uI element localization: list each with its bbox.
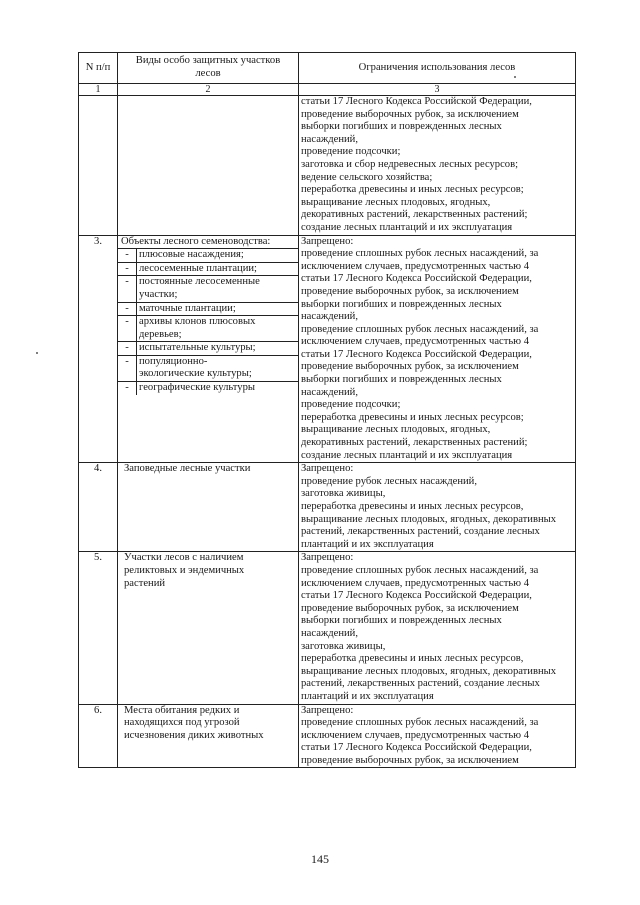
table-row-continued <box>79 96 576 236</box>
seed-objects-list <box>118 249 298 395</box>
text-line: исчезновения диких животных <box>124 729 264 741</box>
area-type-cell <box>118 463 299 552</box>
text-line: проведение выборочных рубок, за исключением <box>301 108 519 120</box>
header-area-types-line: лесов <box>195 68 221 79</box>
text-line: Участки лесов с наличием <box>124 552 244 564</box>
list-item-text <box>137 262 299 276</box>
list-item <box>118 342 298 356</box>
column-number: 2 <box>118 84 299 96</box>
text-line: растений, лекарственных растений, создание лесных <box>301 526 540 538</box>
header-restrictions: Ограничения использования лесов <box>299 53 576 84</box>
text-line: исключением случаев, предусмотренных частью 4 <box>301 336 530 348</box>
list-item-text <box>137 302 299 316</box>
list-marker: - <box>118 355 137 381</box>
text-line: исключением случаев, предусмотренных частью 4 <box>301 729 530 741</box>
list-marker: - <box>118 262 137 276</box>
list-item <box>118 262 298 276</box>
text-line: декоративных растений, лекарственных растений; <box>301 437 528 449</box>
text-line: переработка древесины и иных лесных ресурсов, <box>301 653 524 665</box>
text-line: лесосеменные плантации; <box>139 262 258 274</box>
text-line: проведение сплошных рубок лесных насаждений, за <box>301 717 539 729</box>
text-line: проведение сплошных рубок лесных насаждений, за <box>301 248 539 260</box>
header-area-types <box>118 53 299 84</box>
text-line: статьи 17 Лесного Кодекса Российской Федерации, <box>301 96 532 107</box>
text-line: популяционно- <box>139 355 208 367</box>
text-line: выращивание лесных плодовых, ягодных, декоративных <box>301 513 557 525</box>
area-type-cell <box>118 552 299 704</box>
list-marker: - <box>118 342 137 356</box>
text-line: выборки погибших и поврежденных лесных <box>301 121 502 133</box>
text-line: выращивание лесных плодовых, ягодных, декоративных <box>301 665 557 677</box>
text-line: насаждений, <box>301 627 358 639</box>
text-line: исключением случаев, предусмотренных частью 4 <box>301 260 530 272</box>
text-line: проведение сплошных рубок лесных насаждений, за <box>301 323 539 335</box>
text-line: проведение выборочных рубок, за исключением <box>301 285 519 297</box>
list-item-text <box>137 249 299 262</box>
restrictions-cell <box>299 235 576 463</box>
text-line: экологические культуры; <box>139 368 252 380</box>
text-line: насаждений, <box>301 133 358 145</box>
restrictions-cell <box>299 552 576 704</box>
table-row-3 <box>79 235 576 463</box>
row-number: 4. <box>79 463 118 552</box>
text-line: переработка древесины и иных лесных ресурсов, <box>301 501 524 512</box>
page-number: 145 <box>311 852 329 866</box>
list-item-text <box>137 276 299 302</box>
area-type-cell <box>118 704 299 768</box>
row-number: 6. <box>79 704 118 768</box>
text-line: деревьев; <box>139 328 182 340</box>
text-line: выращивание лесных плодовых, ягодных, <box>301 424 491 436</box>
restrictions-cell <box>299 463 576 552</box>
text-line: ведение сельского хозяйства; <box>301 171 433 183</box>
list-marker: - <box>118 302 137 316</box>
text-line: заготовка и сбор недревесных лесных ресурсов; <box>301 158 519 170</box>
forest-restrictions-table <box>78 52 576 768</box>
list-marker: - <box>118 382 137 395</box>
list-item-text <box>137 316 299 342</box>
list-item <box>118 316 298 342</box>
text-line: находящихся под угрозой <box>124 717 240 729</box>
list-item-text <box>137 382 299 395</box>
text-line: создание лесных плантаций и их эксплуатация <box>301 449 513 461</box>
text-line: Места обитания редких и <box>124 704 240 716</box>
text-line: выборки погибших и поврежденных лесных <box>301 615 502 627</box>
text-line: Запрещено: <box>301 704 354 716</box>
text-line: Заповедные лесные участки <box>124 463 251 475</box>
list-marker: - <box>118 276 137 302</box>
list-marker: - <box>118 249 137 262</box>
text-line: Запрещено: <box>301 463 354 475</box>
list-item <box>118 355 298 381</box>
text-line: Запрещено: <box>301 235 354 247</box>
table-header-row <box>79 53 576 84</box>
text-line: статьи 17 Лесного Кодекса Российской Федерации, <box>301 348 532 360</box>
text-line: декоративных растений, лекарственных растений; <box>301 209 528 221</box>
list-marker: - <box>118 316 137 342</box>
text-line: растений <box>124 577 166 589</box>
area-type-title: Объекты лесного семеноводства: <box>118 236 298 250</box>
text-line: проведение выборочных рубок, за исключением <box>301 602 519 614</box>
text-line: переработка древесины и иных лесных ресурсов; <box>301 411 524 423</box>
text-line: проведение рубок лесных насаждений, <box>301 475 478 487</box>
header-area-types-line: Виды особо защитных участков <box>135 55 281 67</box>
area-type-cell <box>118 235 299 463</box>
text-line: исключением случаев, предусмотренных частью 4 <box>301 577 530 589</box>
text-line: выборки погибших и поврежденных лесных <box>301 374 502 386</box>
text-line: реликтовых и эндемичных <box>124 564 245 576</box>
text-line: архивы клонов плюсовых <box>139 316 256 328</box>
text-line: плантаций и их эксплуатация <box>301 538 434 550</box>
column-number: 3 <box>299 84 576 96</box>
text-line: проведение выборочных рубок, за исключением <box>301 361 519 373</box>
header-number: N п/п <box>79 53 118 84</box>
table-row-4 <box>79 463 576 552</box>
text-line: выращивание лесных плодовых, ягодных, <box>301 196 491 208</box>
text-line: создание лесных плантаций и их эксплуатация <box>301 221 513 233</box>
scan-speck <box>36 352 38 354</box>
text-line: постоянные лесосеменные <box>139 276 260 288</box>
text-line: проведение подсочки; <box>301 146 401 158</box>
list-item <box>118 302 298 316</box>
text-line: проведение выборочных рубок, за исключением <box>301 754 519 766</box>
text-line: выборки погибших и поврежденных лесных <box>301 298 502 310</box>
text-line: Запрещено: <box>301 552 354 564</box>
text-line: маточные плантации; <box>139 302 236 314</box>
table-row-5 <box>79 552 576 704</box>
text-line: испытательные культуры; <box>139 342 256 354</box>
text-line: растений, лекарственных растений, создание лесных <box>301 678 540 690</box>
text-line: географические культуры <box>139 382 255 394</box>
list-item <box>118 382 298 395</box>
text-line: насаждений, <box>301 311 358 323</box>
text-line: заготовка живицы, <box>301 488 386 500</box>
text-line: плантаций и их эксплуатация <box>301 690 434 702</box>
text-line: заготовка живицы, <box>301 640 386 652</box>
text-line: переработка древесины и иных лесных ресурсов; <box>301 184 524 196</box>
text-line: статьи 17 Лесного Кодекса Российской Федерации, <box>301 742 532 754</box>
text-line: участки; <box>139 288 178 300</box>
column-number: 1 <box>79 84 118 96</box>
row-number: 3. <box>79 235 118 463</box>
text-line: проведение сплошных рубок лесных насаждений, за <box>301 564 539 576</box>
row-number: 5. <box>79 552 118 704</box>
text-line: насаждений, <box>301 386 358 398</box>
list-item <box>118 276 298 302</box>
restrictions-cell <box>299 704 576 768</box>
list-item-text <box>137 342 299 356</box>
text-line: статьи 17 Лесного Кодекса Российской Федерации, <box>301 590 532 602</box>
text-line: проведение подсочки; <box>301 399 401 411</box>
text-line: плюсовые насаждения; <box>139 249 244 261</box>
table-row-6 <box>79 704 576 768</box>
list-item-text <box>137 355 299 381</box>
text-line: статьи 17 Лесного Кодекса Российской Федерации, <box>301 273 532 285</box>
scan-speck <box>514 76 516 78</box>
restrictions-cell <box>299 96 576 236</box>
column-numbers-row <box>79 84 576 96</box>
list-item <box>118 249 298 262</box>
